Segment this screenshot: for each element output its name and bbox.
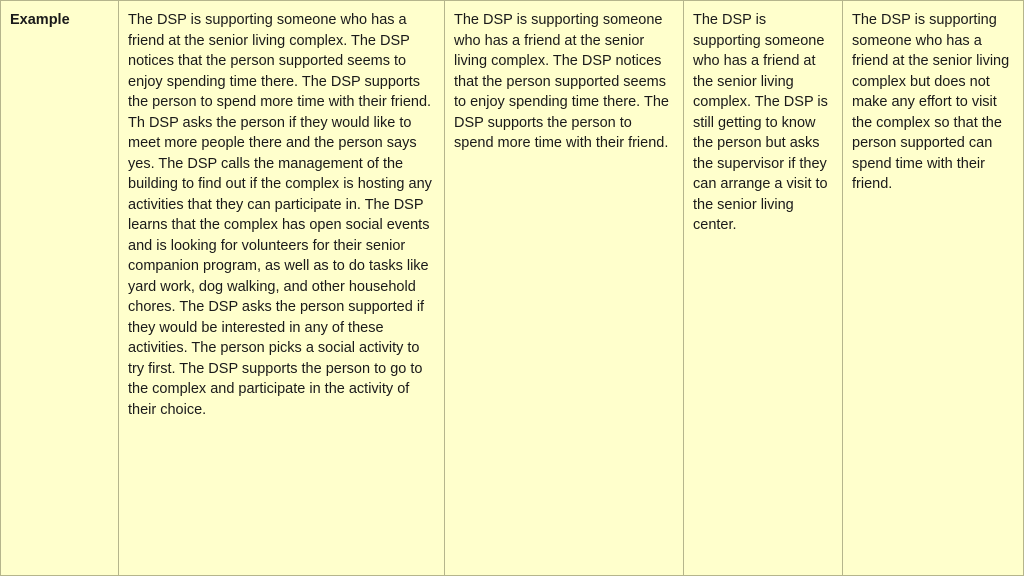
row-label-cell	[1, 1, 119, 575]
example-cell-3: The DSP is supporting someone who has a friend at the senior living complex. The DSP is still getting to know the person but asks the supervisor if they can arrange a visit to the senior living center.	[684, 1, 843, 575]
example-cell-2: The DSP is supporting someone who has a friend at the senior living complex. The DSP notices that the person supported seems to enjoy spending time there. The DSP supports the person to spend more time with their friend.	[445, 1, 684, 575]
example-cell-4: The DSP is supporting someone who has a friend at the senior living complex but does not make any effort to visit the complex so that the person supported can spend time with their friend.	[852, 12, 1010, 192]
example-cell-1: The DSP is supporting someone who has a friend at the senior living complex. The DSP notices that the person supported seems to enjoy spending time there. The DSP supports the person to spend more time with their friend. Th DSP asks the person if they would like to meet more people there and the person says yes. The DSP calls the management of the building to find out if the complex is hosting any activities that they can participate in. The DSP learns that the complex has open social events and is looking for volunteers for their senior companion program, as well as to do tasks like yard work, dog walking, and other household chores. The DSP asks the person supported if they would be interested in any of these activities. The person picks a social activity to try first. The DSP supports the person to go to the complex and participate in the activity of their choice.	[119, 1, 445, 575]
row-label: Example	[10, 12, 70, 28]
